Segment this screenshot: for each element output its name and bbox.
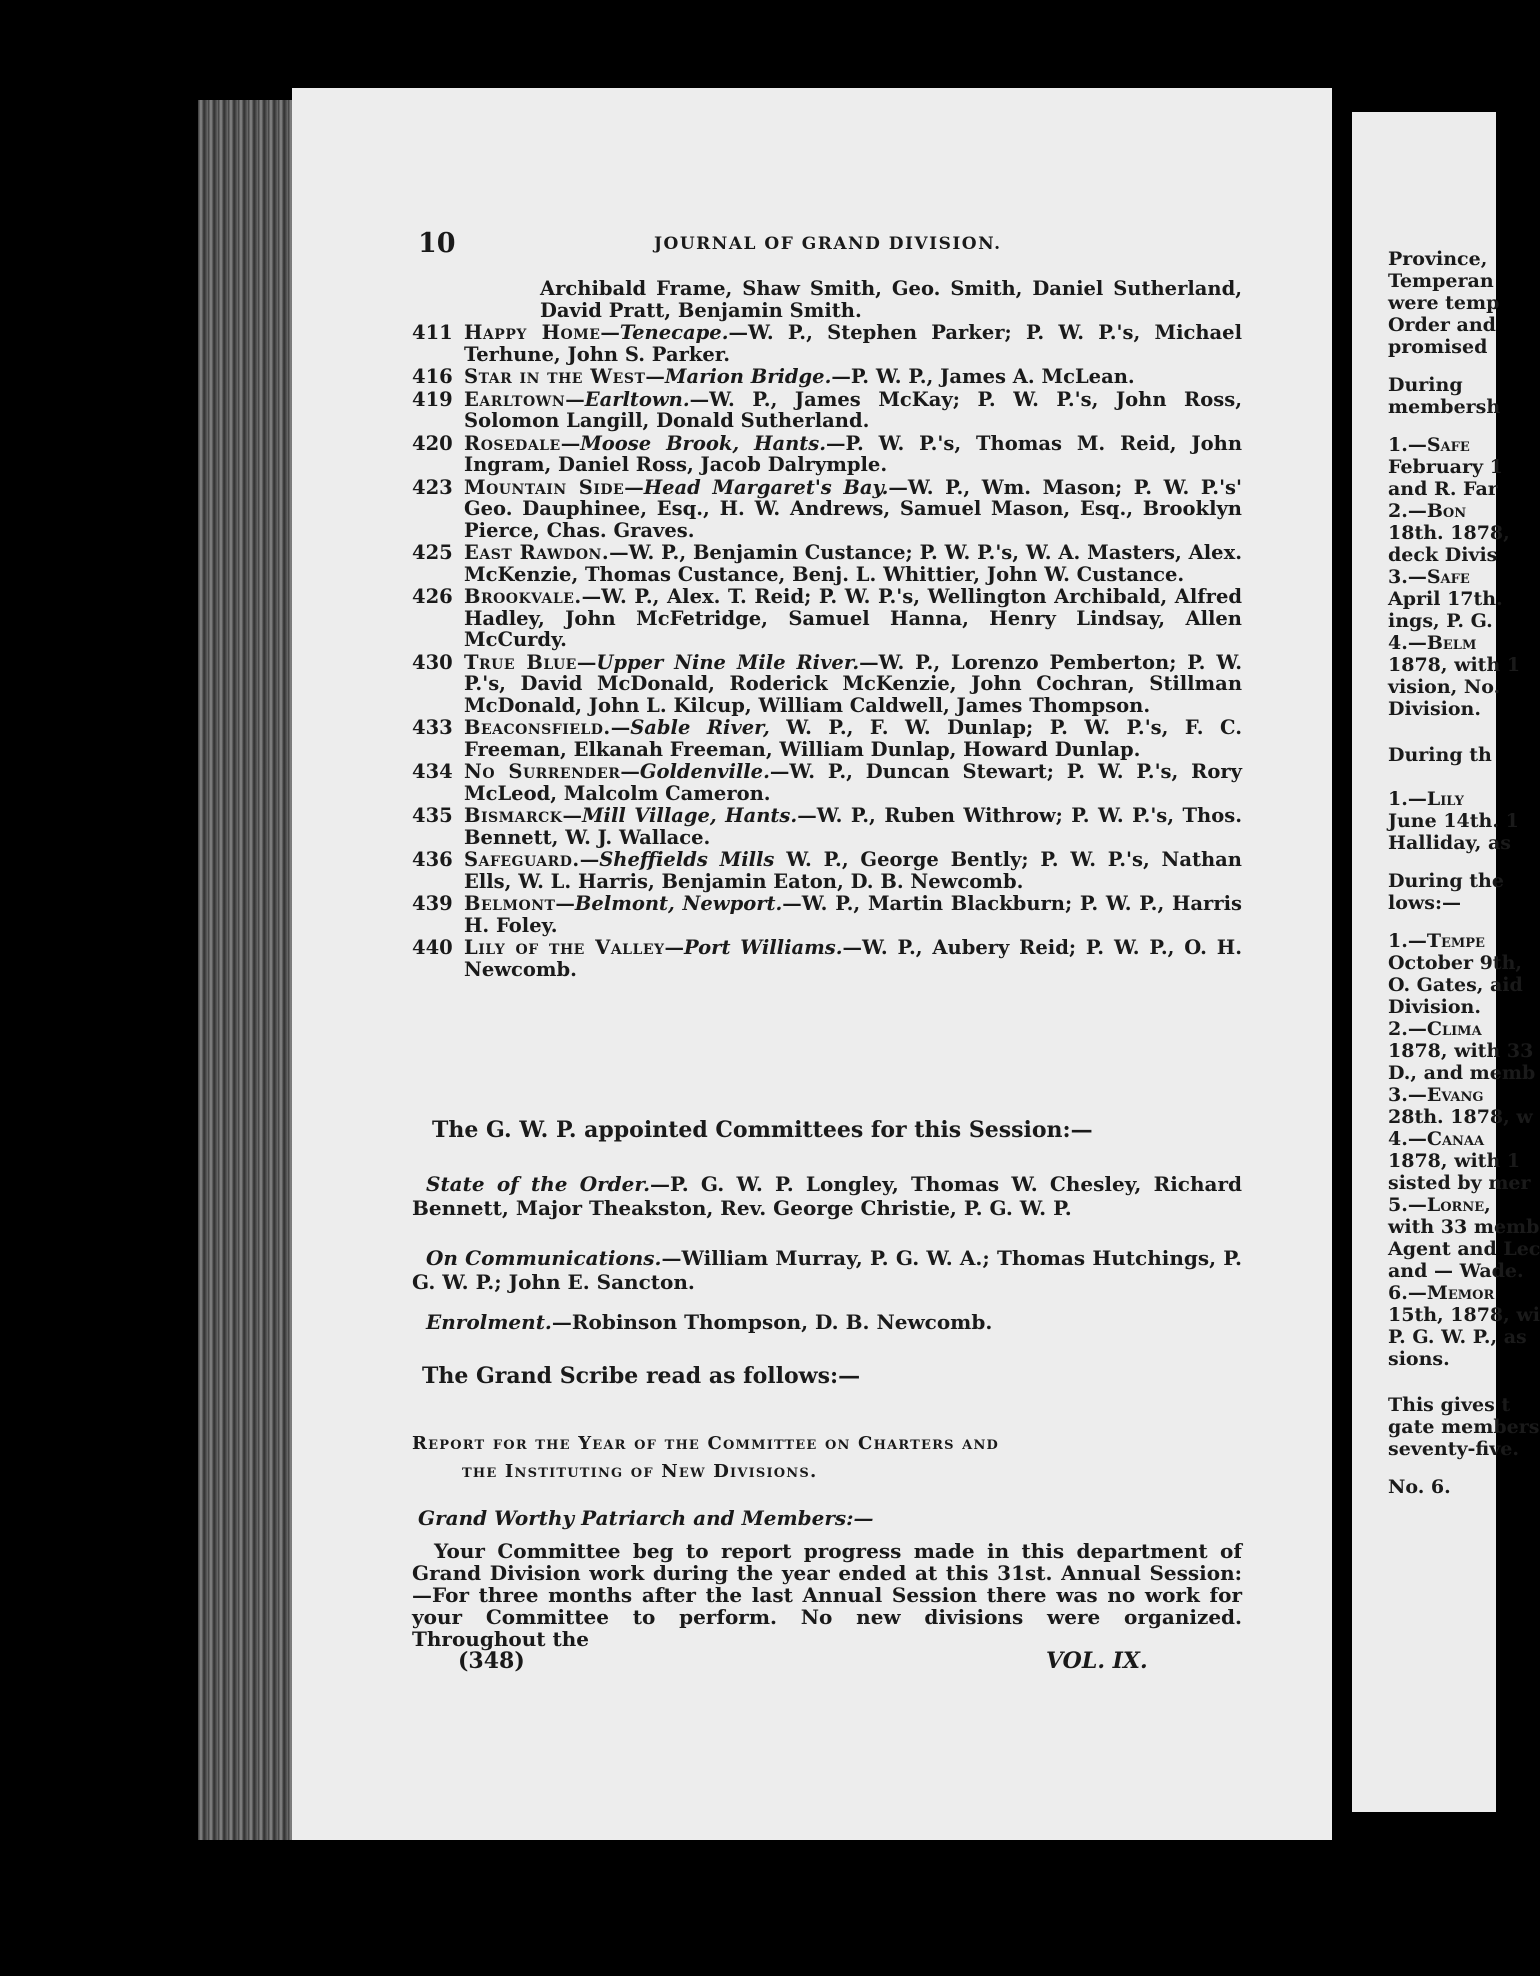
signature-mark: (348) — [458, 1648, 525, 1674]
right-page-line: 2.—Bon — [1388, 500, 1467, 522]
division-name: Rosedale — [464, 431, 561, 455]
name-separator: — — [562, 804, 582, 827]
division-entry — [412, 717, 1242, 760]
division-text — [464, 893, 1242, 936]
division-number: 433 — [412, 716, 453, 739]
right-page-line: Agent and Lec — [1388, 1238, 1540, 1260]
division-entry — [412, 477, 1242, 542]
division-number: 419 — [412, 387, 453, 411]
division-officers: —W. P., Alex. T. Reid; P. W. P.'s, Wellington Archibald, Alfred Hadley, John McFetridge, Samuel Hanna, Henry Lindsay, Allen McCurdy. — [464, 585, 1242, 651]
division-officers: —W. P., Aubery Reid; P. W. P., O. H. Newcomb. — [464, 936, 1242, 981]
right-page-line: 2.—Clima — [1388, 1018, 1482, 1040]
page-number: 10 — [418, 228, 456, 259]
division-number — [412, 278, 464, 321]
right-page-line: deck Divis — [1388, 544, 1498, 566]
division-number: 440 — [412, 936, 453, 959]
division-text — [464, 937, 1242, 980]
division-officers: —W. P., Ruben Withrow; P. W. P.'s, Thos. Bennett, W. J. Wallace. — [464, 804, 1243, 849]
committees-intro: The G. W. P. appointed Committees for this Session:— — [432, 1117, 1093, 1143]
right-page-line: April 17th. — [1388, 588, 1503, 610]
right-page-line: February 1 — [1388, 456, 1503, 478]
division-entry — [412, 937, 1242, 980]
division-name: Bismarck — [464, 804, 563, 827]
right-page-line: and R. Far — [1388, 478, 1498, 500]
page-header — [418, 228, 1248, 268]
right-page-line: 6.—Memor — [1388, 1282, 1495, 1304]
division-officers: —W. P., Stephen Parker; P. W. P.'s, Michael Terhune, John S. Parker. — [464, 321, 1242, 366]
right-page-line: Province, — [1388, 248, 1488, 270]
committee-members: —P. G. W. P. Longley, Thomas W. Chesley, Richard Bennett, Major Theakston, Rev. George Christie, P. G. W. P. — [412, 1172, 1242, 1220]
committee-enrolment — [412, 1310, 1242, 1334]
right-page-line: Halliday, as — [1388, 832, 1511, 854]
right-page-line: O. Gates, aid — [1388, 974, 1523, 996]
division-number: 416 — [412, 365, 453, 388]
division-name: Mountain Side — [464, 475, 625, 499]
division-place: Tenecape. — [619, 321, 729, 344]
name-separator: — — [560, 431, 581, 455]
right-page-line: 4.—Canaa — [1388, 1128, 1485, 1150]
right-page-line: membersh — [1388, 396, 1501, 418]
division-entry — [412, 542, 1242, 585]
division-number: 425 — [412, 541, 453, 564]
division-place: Head Margaret's Bay. — [643, 475, 889, 499]
division-name: Belmont — [464, 892, 556, 915]
name-separator: — — [645, 365, 665, 388]
name-separator: — — [620, 760, 640, 783]
name-separator: — — [600, 321, 620, 344]
right-page-line: 3.—Evang — [1388, 1084, 1484, 1106]
committee-state-of-order — [412, 1172, 1242, 1220]
name-separator: — — [610, 716, 631, 739]
division-place: Mill Village, Hants. — [581, 804, 798, 827]
division-entry — [412, 586, 1242, 651]
right-page-line: 1878, with 1 — [1388, 654, 1521, 676]
division-officers: W. P., George Bently; P. W. P.'s, Nathan Ells, W. L. Harris, Benjamin Eaton, D. B. Newcomb. — [464, 848, 1242, 893]
division-entry — [412, 366, 1242, 388]
committee-communications — [412, 1246, 1242, 1294]
division-place: Sheffields Mills — [599, 848, 775, 871]
right-page-line: 1878, with 33 — [1388, 1040, 1534, 1062]
division-text — [464, 586, 1242, 651]
division-name: Brookvale. — [464, 585, 582, 608]
division-text — [464, 366, 1242, 388]
right-page-line: This gives t — [1388, 1394, 1511, 1416]
division-entry — [412, 761, 1242, 804]
committee-members: —Robinson Thompson, D. B. Newcomb. — [551, 1310, 993, 1334]
division-text — [464, 849, 1242, 892]
right-page-line: were temp — [1388, 292, 1500, 314]
division-officers: —P. W. P.'s, Thomas M. Reid, John Ingram, Daniel Ross, Jacob Dalrymple. — [464, 431, 1242, 476]
right-page-fragment — [1352, 112, 1540, 1812]
right-page-line: sisted by mer — [1388, 1172, 1531, 1194]
division-number: 423 — [412, 475, 453, 499]
report-salutation: Grand Worthy Patriarch and Members:— — [418, 1506, 874, 1530]
right-page-line: During the — [1388, 870, 1504, 892]
division-officers: Archibald Frame, Shaw Smith, Geo. Smith, Daniel Sutherland, David Pratt, Benjamin Smith. — [540, 277, 1242, 322]
name-separator: — — [565, 387, 585, 411]
report-title-line-2: the Instituting of New Divisions. — [462, 1461, 818, 1482]
right-page-line: ings, P. G. — [1388, 610, 1493, 632]
committee-name: State of the Order. — [426, 1172, 651, 1196]
name-separator: — — [555, 892, 575, 915]
name-separator: — — [624, 475, 644, 499]
division-officers: —W. P., Duncan Stewart; P. W. P.'s, Rory McLeod, Malcolm Cameron. — [464, 760, 1242, 805]
right-page-line: 5.—Lorne, — [1388, 1194, 1491, 1216]
right-page-line: P. G. W. P., as — [1388, 1326, 1527, 1348]
right-page-line: 1.—Safe — [1388, 434, 1470, 456]
right-page-line: During — [1388, 374, 1463, 396]
right-page-line: 3.—Safe — [1388, 566, 1470, 588]
division-number: 430 — [412, 650, 453, 674]
division-officers: —W. P., Benjamin Custance; P. W. P.'s, W. A. Masters, Alex. McKenzie, Thomas Custance, Benj. L. Whittier, John W. Custance. — [464, 541, 1242, 586]
book-spine-shadow — [198, 100, 294, 1840]
right-page-line: Order and — [1388, 314, 1496, 336]
right-page-line: Temperan — [1388, 270, 1494, 292]
right-page-line: lows:— — [1388, 892, 1461, 914]
division-number: 411 — [412, 321, 453, 344]
division-officers: —W. P., Martin Blackburn; P. W. P., Harris H. Foley. — [464, 892, 1242, 937]
right-page-line: 15th, 1878, wi — [1388, 1304, 1540, 1326]
division-officers: —P. W. P., James A. McLean. — [831, 365, 1135, 388]
division-entry — [412, 322, 1242, 365]
division-name: Star in the West — [464, 365, 646, 388]
division-text — [464, 477, 1242, 542]
division-officers: W. P., F. W. Dunlap; P. W. P.'s, F. C. Freeman, Elkanah Freeman, William Dunlap, Howard Dunlap. — [464, 716, 1242, 761]
division-text — [464, 805, 1242, 848]
division-entry — [412, 278, 1242, 321]
division-entry — [412, 849, 1242, 892]
division-place: Upper Nine Mile River. — [596, 650, 860, 674]
committee-name: On Communications. — [426, 1246, 662, 1270]
report-title — [412, 1430, 1242, 1486]
right-page-line: 18th. 1878, — [1388, 522, 1510, 544]
division-text — [464, 652, 1242, 717]
division-text — [464, 433, 1242, 476]
right-page-line: June 14th. 1 — [1388, 810, 1519, 832]
division-officers: —W. P., Lorenzo Pemberton; P. W. P.'s, David McDonald, Roderick McKenzie, John Cochran, Stillman McDonald, John L. Kilcup, William Caldwell, James Thompson. — [464, 650, 1242, 717]
division-number: 420 — [412, 431, 453, 455]
right-page-line: and — Wade. — [1388, 1260, 1524, 1282]
scribe-line: The Grand Scribe read as follows:— — [422, 1363, 861, 1389]
right-page-line: Division. — [1388, 698, 1481, 720]
division-name: Happy Home — [464, 321, 601, 344]
division-number: 434 — [412, 760, 453, 783]
division-number: 439 — [412, 892, 453, 915]
division-text — [464, 322, 1242, 365]
right-page-line: seventy-five. — [1388, 1438, 1519, 1460]
right-page-line: vision, No. — [1388, 676, 1501, 698]
division-name: No Surrender — [464, 760, 621, 783]
division-text — [464, 761, 1242, 804]
division-place: Port Williams. — [684, 936, 843, 959]
division-entry — [412, 389, 1242, 432]
division-name: True Blue — [464, 650, 577, 674]
name-separator: — — [576, 650, 597, 674]
right-page-line: with 33 memb — [1388, 1216, 1540, 1238]
volume-mark: VOL. IX. — [1046, 1648, 1148, 1674]
division-place: Goldenville. — [639, 760, 770, 783]
division-name: Beaconsfield. — [464, 716, 611, 739]
division-officers: —W. P., James McKay; P. W. P.'s, John Ross, Solomon Langill, Donald Sutherland. — [464, 387, 1242, 432]
running-title: JOURNAL OF GRAND DIVISION. — [654, 234, 1002, 254]
right-page-line: promised — [1388, 336, 1488, 358]
division-list — [412, 278, 1242, 981]
division-officers: —W. P., Wm. Mason; P. W. P.'s' Geo. Dauphinee, Esq., H. W. Andrews, Samuel Mason, Esq., Brooklyn Pierce, Chas. Graves. — [464, 475, 1242, 542]
name-separator: — — [664, 936, 685, 959]
right-page-line: October 9th, — [1388, 952, 1522, 974]
division-place: Moose Brook, Hants. — [580, 431, 827, 455]
division-name: Lily of the Valley — [464, 936, 665, 959]
committee-members: —William Murray, P. G. W. A.; Thomas Hutchings, P. G. W. P.; John E. Sancton. — [412, 1246, 1242, 1294]
right-page-line: Division. — [1388, 996, 1481, 1018]
right-page-line: gate members — [1388, 1416, 1540, 1438]
division-number: 435 — [412, 804, 453, 827]
division-text — [464, 717, 1242, 760]
division-number: 426 — [412, 585, 453, 608]
right-page-line: 1.—Tempe — [1388, 930, 1485, 952]
division-name: East Rawdon. — [464, 541, 610, 564]
division-text — [464, 278, 1242, 321]
division-place: Marion Bridge. — [664, 365, 832, 388]
division-place: Belmont, Newport. — [574, 892, 783, 915]
division-number: 436 — [412, 848, 453, 871]
right-page-line: During th — [1388, 744, 1492, 766]
report-title-line-1: Report for the Year of the Committee on Charters and — [412, 1433, 1000, 1454]
right-page-line: D., and memb — [1388, 1062, 1536, 1084]
division-entry — [412, 893, 1242, 936]
division-text — [464, 542, 1242, 585]
division-name: Safeguard. — [464, 848, 580, 871]
right-page-line: sions. — [1388, 1348, 1450, 1370]
division-entry — [412, 652, 1242, 717]
right-page-line: 1878, with 1 — [1388, 1150, 1521, 1172]
right-page-line: 4.—Belm — [1388, 632, 1477, 654]
division-place: Earltown. — [584, 387, 690, 411]
right-page-line: No. 6. — [1388, 1476, 1451, 1498]
right-page-line: 1.—Lily — [1388, 788, 1464, 810]
committee-name: Enrolment. — [426, 1310, 552, 1334]
division-text — [464, 389, 1242, 432]
division-entry — [412, 433, 1242, 476]
division-name: Earltown — [464, 387, 566, 411]
division-place: Sable River, — [630, 716, 770, 739]
name-separator: — — [579, 848, 600, 871]
report-body: Your Committee beg to report progress made in this department of Grand Division work during the year ended at this 31st. Annual Session:—For three months after the last Annual Session there was no work for your Committee to perform. No new divisions were organized. Throughout the — [412, 1539, 1242, 1651]
right-page-line: 28th. 1878, w — [1388, 1106, 1533, 1128]
division-entry — [412, 805, 1242, 848]
